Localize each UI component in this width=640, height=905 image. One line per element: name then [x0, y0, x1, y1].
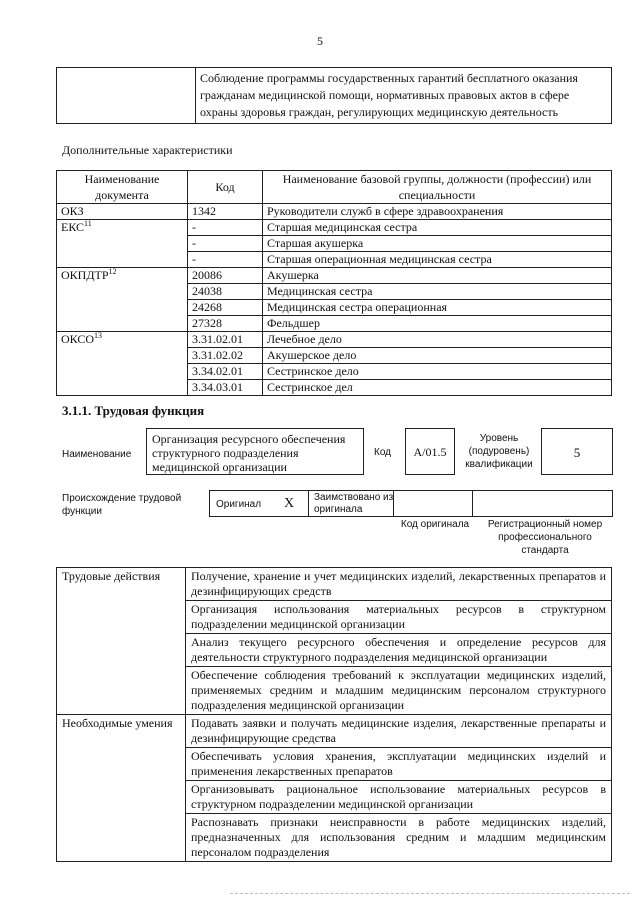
- code-cell: -: [188, 220, 263, 236]
- name-cell: Сестринское дел: [263, 380, 612, 396]
- doc-name: ОКСО: [61, 332, 95, 346]
- table-row: [57, 300, 612, 316]
- empty-cell: [57, 68, 196, 124]
- doc-cell: [57, 236, 188, 252]
- code-label: Код: [374, 447, 392, 458]
- code-cell: 3.31.02.01: [188, 332, 263, 348]
- origin-row: [209, 490, 613, 517]
- doc-cell: [57, 300, 188, 316]
- table-row: [57, 68, 612, 124]
- section-title: 3.1.1. Трудовая функция: [62, 403, 205, 418]
- doc-cell: [57, 332, 188, 348]
- name-cell: Медицинская сестра операционная: [263, 300, 612, 316]
- name-cell: Лечебное дело: [263, 332, 612, 348]
- table-row: [57, 364, 612, 380]
- continuation-text: Соблюдение программы государственных гарантий бесплатного оказания гражданам медицинской помощи, нормативных правовых актов в сфере охраны здоровья граждан, регулирующих медицинскую деятельность: [196, 68, 612, 124]
- code-cell: -: [188, 252, 263, 268]
- skills-item: Организовывать рациональное использование материальных ресурсов в структурном подразделении медицинской организации: [186, 781, 612, 814]
- reg-number-caption: Регистрационный номер профессионального стандарта: [487, 519, 603, 556]
- table-row: [57, 268, 612, 284]
- actions-item: Получение, хранение и учет медицинских изделий, лекарственных препаратов и дезинфицирующих средств: [186, 568, 612, 601]
- doc-cell: [57, 364, 188, 380]
- additional-characteristics-table: [56, 170, 612, 396]
- footnote-ref: 12: [108, 267, 117, 276]
- table-row: [57, 236, 612, 252]
- borrowed-label: Заимствовано из оригинала: [314, 492, 394, 515]
- origin-label: Происхождение трудовой функции: [62, 493, 182, 517]
- doc-name: ОКПДТР: [61, 268, 109, 282]
- table-row: [57, 568, 612, 601]
- name-label: Наименование: [62, 449, 132, 460]
- name-cell: Старшая медицинская сестра: [263, 220, 612, 236]
- actions-item: Организация использования материальных ресурсов в структурном подразделении медицинской организации: [186, 601, 612, 634]
- code-cell: 24038: [188, 284, 263, 300]
- name-cell: Старшая операционная медицинская сестра: [263, 252, 612, 268]
- code-cell: 3.34.03.01: [188, 380, 263, 396]
- divider: [472, 491, 473, 516]
- doc-cell: [57, 252, 188, 268]
- header-name: Наименование базовой группы, должности (профессии) или специальности: [263, 171, 612, 204]
- doc-cell: [57, 284, 188, 300]
- table-row: [57, 380, 612, 396]
- code-cell: 3.34.02.01: [188, 364, 263, 380]
- name-cell: Сестринское дело: [263, 364, 612, 380]
- code-cell: 27328: [188, 316, 263, 332]
- footnote-ref: 11: [84, 219, 92, 228]
- name-cell: Фельдшер: [263, 316, 612, 332]
- table-row: [57, 332, 612, 348]
- name-cell: Акушерское дело: [263, 348, 612, 364]
- original-mark: X: [284, 496, 295, 511]
- skills-label: Необходимые умения: [57, 715, 186, 862]
- table-header-row: [57, 171, 612, 204]
- table-row: [57, 204, 612, 220]
- table-row: [57, 316, 612, 332]
- actions-label: Трудовые действия: [57, 568, 186, 715]
- footnote-ref: 13: [94, 331, 103, 340]
- code-cell: 1342: [188, 204, 263, 220]
- name-cell: Медицинская сестра: [263, 284, 612, 300]
- continuation-table: [56, 67, 612, 124]
- additional-characteristics-title: Дополнительные характеристики: [62, 143, 233, 157]
- skills-item: Распознавать признаки неисправности в работе медицинских изделий, предназначенных для использования средним и младшим медицинским персоналом подразделения: [186, 814, 612, 862]
- table-row: [57, 348, 612, 364]
- code-cell: 3.31.02.02: [188, 348, 263, 364]
- header-code: Код: [188, 171, 263, 204]
- divider: [393, 491, 394, 516]
- actions-item: Анализ текущего ресурсного обеспечения и определение ресурсов для деятельности структурного подразделения медицинской организации: [186, 634, 612, 667]
- doc-cell: [57, 220, 188, 236]
- table-row: [57, 715, 612, 748]
- name-cell: Старшая акушерка: [263, 236, 612, 252]
- level-label: Уровень (подуровень) квалификации: [465, 433, 533, 470]
- bottom-divider: [230, 893, 630, 894]
- code-cell: 20086: [188, 268, 263, 284]
- divider: [308, 491, 309, 516]
- name-cell: Руководители служб в сфере здравоохранения: [263, 204, 612, 220]
- level-value-box: 5: [541, 428, 613, 475]
- header-doc: Наименование документа: [57, 171, 188, 204]
- code-cell: 24268: [188, 300, 263, 316]
- code-cell: -: [188, 236, 263, 252]
- code-value-box: A/01.5: [405, 428, 455, 475]
- skills-item: Подавать заявки и получать медицинские изделия, лекарственные препараты и дезинфицирующие средства: [186, 715, 612, 748]
- doc-cell: [57, 380, 188, 396]
- table-row: [57, 284, 612, 300]
- actions-item: Обеспечение соблюдения требований к эксплуатации медицинских изделий, применяемых средним и младшим медицинским персоналом структурного подразделения медицинской организации: [186, 667, 612, 715]
- labor-table: [56, 567, 612, 862]
- doc-name: ЕКС: [61, 220, 85, 234]
- original-label: Оригинал: [216, 499, 262, 510]
- doc-cell: [57, 204, 188, 220]
- doc-cell: [57, 268, 188, 284]
- doc-cell: [57, 348, 188, 364]
- table-row: [57, 252, 612, 268]
- table-row: [57, 220, 612, 236]
- function-name-box: Организация ресурсного обеспечения структурного подразделения медицинской организации: [146, 428, 364, 475]
- doc-name: ОКЗ: [61, 204, 84, 218]
- name-cell: Акушерка: [263, 268, 612, 284]
- doc-cell: [57, 316, 188, 332]
- origin-code-caption: Код оригинала: [400, 519, 470, 530]
- skills-item: Обеспечивать условия хранения, эксплуатации медицинских изделий и применения лекарственных препаратов: [186, 748, 612, 781]
- page-number: 5: [317, 34, 323, 48]
